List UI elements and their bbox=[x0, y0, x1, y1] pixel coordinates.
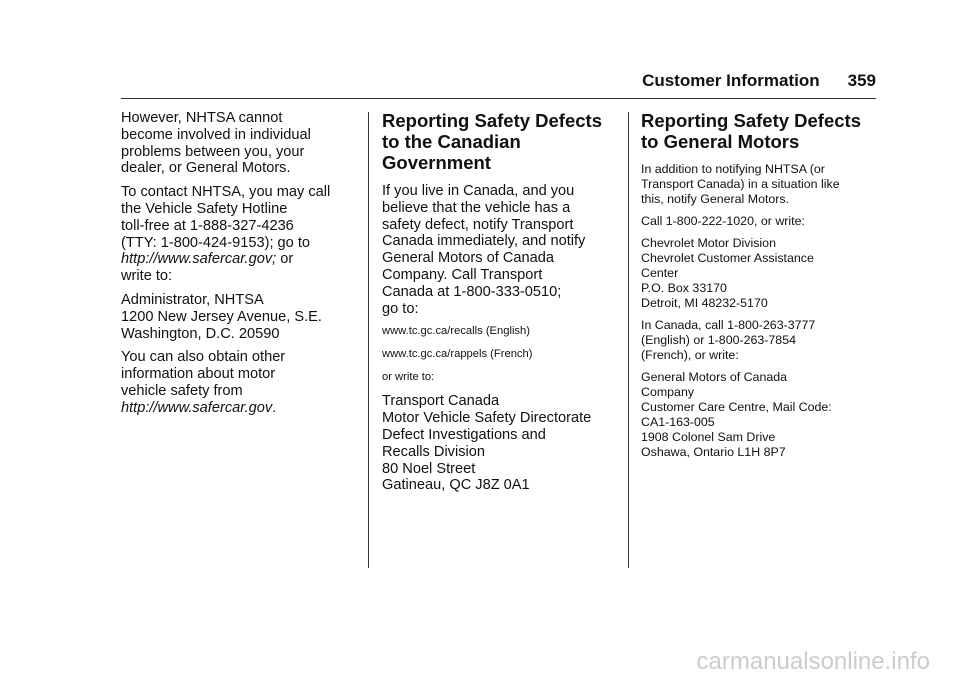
canada-intro: If you live in Canada, and you believe that the vehicle has a safety defect, notify Transport Canada immediately, and notify General Motors of Canada Company. Call Transport Canada at 1-800-333-0510; go to: bbox=[382, 183, 586, 317]
section-title: Customer Information bbox=[642, 71, 820, 90]
safercar-link[interactable]: http://www.safercar.gov; bbox=[121, 251, 277, 268]
canada-heading: Reporting Safety Defects to the Canadian Government bbox=[382, 110, 602, 173]
chevrolet-address: Chevrolet Motor Division Chevrolet Customer Assistance Center P.O. Box 33170 Detroit, MI 48232-5170 bbox=[641, 236, 814, 310]
nhtsa-note: However, NHTSA cannot become involved in individual problems between you, your dealer, or General Motors. bbox=[121, 110, 311, 177]
gm-call: Call 1-800-222-1020, or write: bbox=[641, 214, 805, 228]
gm-intro: In addition to notifying NHTSA (or Transport Canada) in a situation like this, notify General Motors. bbox=[641, 162, 840, 206]
write-to-label: or write to: bbox=[382, 371, 435, 384]
safercar-link-2[interactable]: http://www.safercar.gov bbox=[121, 399, 273, 416]
gm-canada-address: General Motors of Canada Company Customer Care Centre, Mail Code: CA1-163-005 1908 Colonel Sam Drive Oshawa, Ontario L1H 8P7 bbox=[641, 370, 832, 459]
column-divider-2 bbox=[628, 112, 629, 568]
nhtsa-contact: To contact NHTSA, you may call the Vehicle Safety Hotline toll-free at 1-888-327-4236 (TTY: 1-800-424-9153); go to http://www.safercar.gov; or write to: bbox=[121, 184, 331, 285]
nhtsa-info: You can also obtain other information about motor vehicle safety from http://www.safercar.gov. bbox=[121, 349, 286, 416]
watermark: carmanualsonline.info bbox=[696, 648, 930, 675]
column-gm bbox=[641, 110, 879, 467]
column-nhtsa bbox=[121, 110, 357, 424]
page-header bbox=[632, 71, 876, 91]
recalls-link-french[interactable]: www.tc.gc.ca/rappels (French) bbox=[382, 348, 533, 361]
page-number: 359 bbox=[847, 71, 876, 90]
gm-canada-call: In Canada, call 1-800-263-3777 (English) or 1-800-263-7854 (French), or write: bbox=[641, 318, 816, 362]
recalls-link-english[interactable]: www.tc.gc.ca/recalls (English) bbox=[382, 325, 530, 338]
column-canada bbox=[382, 110, 616, 501]
nhtsa-address: Administrator, NHTSA 1200 New Jersey Avenue, S.E. Washington, D.C. 20590 bbox=[121, 291, 322, 342]
transport-canada-address: Transport Canada Motor Vehicle Safety Directorate Defect Investigations and Recalls Division 80 Noel Street Gatineau, QC J8Z 0A1 bbox=[382, 393, 592, 494]
column-divider-1 bbox=[368, 112, 369, 568]
header-rule bbox=[121, 98, 876, 99]
gm-heading: Reporting Safety Defects to General Motors bbox=[641, 110, 861, 152]
